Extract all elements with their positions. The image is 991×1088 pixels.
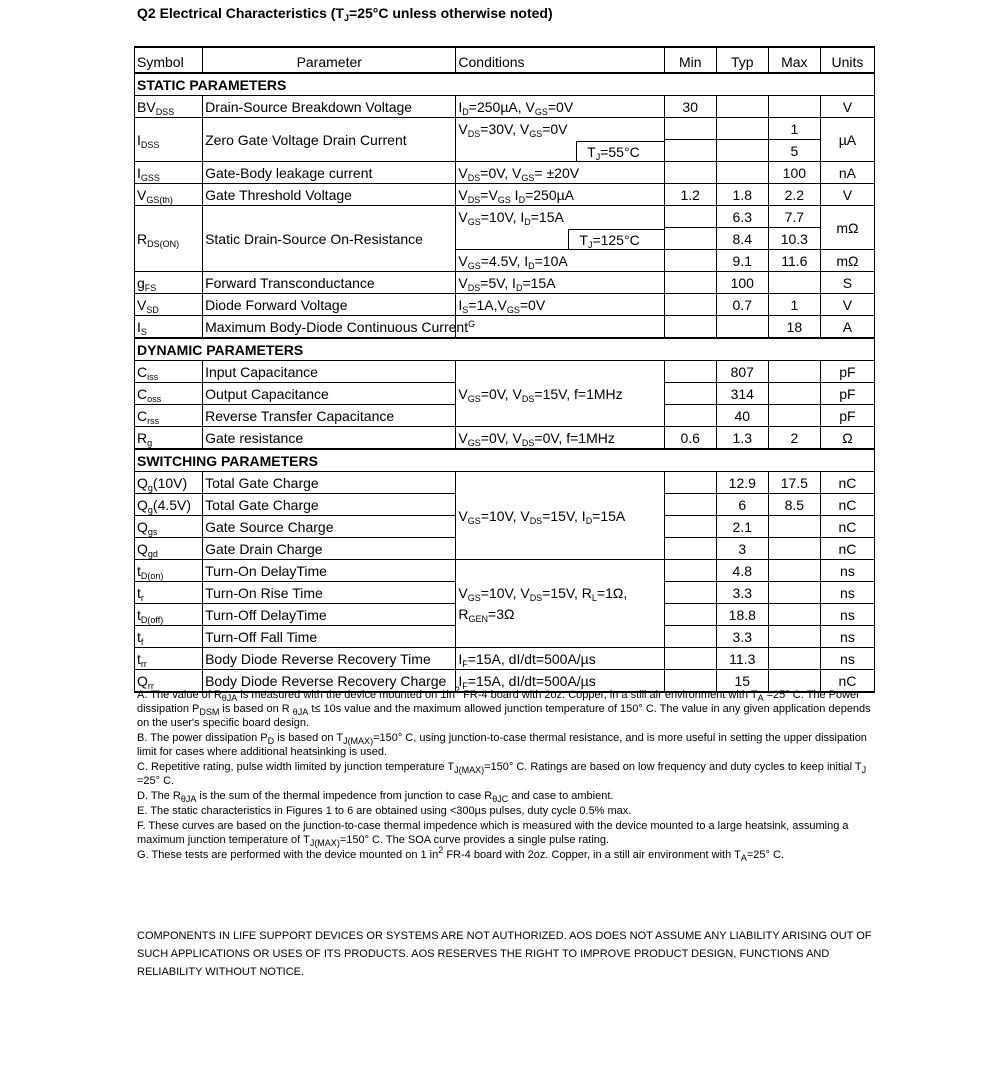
unit-cell: µA (820, 118, 874, 162)
typ-cell: 40 (716, 405, 768, 427)
parameter-cell: Gate resistance (203, 427, 456, 450)
min-cell (664, 405, 716, 427)
unit-cell: nC (820, 538, 874, 560)
symbol-cell: $C_{iss}$ (135, 361, 203, 383)
parameter-cell: Reverse Transfer Capacitance (203, 405, 456, 427)
max-cell: 2 (768, 427, 820, 450)
max-cell (768, 648, 820, 670)
max-cell: 8.5 (768, 494, 820, 516)
min-cell (664, 140, 716, 162)
conditions-cell: $V_{GS}=4.5V$, $I_D=10A$ (456, 250, 664, 272)
parameter-cell: Drain-Source Breakdown Voltage (203, 96, 456, 118)
symbol-cell: $Q_{gs}$ (135, 516, 203, 538)
unit-cell: pF (820, 383, 874, 405)
unit-cell: ns (820, 582, 874, 604)
symbol-cell: $C_{rss}$ (135, 405, 203, 427)
parameter-cell: Turn-On DelayTime (203, 560, 456, 582)
page-title: Q2 Electrical Characteristics ($T_J=25^\circ C$ unless otherwise noted) (137, 5, 553, 23)
section-title-static: STATIC PARAMETERS (135, 73, 875, 96)
max-cell (768, 383, 820, 405)
symbol-cell: $t_{rr}$ (135, 648, 203, 670)
table-row (135, 294, 875, 316)
parameter-cell: Body Diode Reverse Recovery Time (203, 648, 456, 670)
unit-cell: nA (820, 162, 874, 184)
min-cell (664, 538, 716, 560)
symbol-cell: $I_S$ (135, 316, 203, 339)
parameter-cell: Output Capacitance (203, 383, 456, 405)
unit-cell: nC (820, 494, 874, 516)
typ-cell: 100 (716, 272, 768, 294)
typ-cell: 4.8 (716, 560, 768, 582)
max-cell: 5 (768, 140, 820, 162)
symbol-cell: $Q_g(4.5V)$ (135, 494, 203, 516)
disclaimer: COMPONENTS IN LIFE SUPPORT DEVICES OR SYSTEMS ARE NOT AUTHORIZED. AOS DOES NOT ASSUME ANY LIABILITY ARISING OUT OF SUCH APPLICATIONS OR USES OF ITS PRODUCTS. AOS RESERVES THE RIGHT TO IMPROVE PRODUCT DESIGN, FUNCTIONS AND RELIABILITY WITHOUT NOTICE. (137, 930, 872, 978)
footnote-d: D. The $R_{\theta JA}$ is the sum of the thermal impedence from junction to case $R_{\theta JC}$ and case to ambient. (137, 790, 614, 804)
min-cell (664, 250, 716, 272)
max-cell: 1 (768, 118, 820, 140)
symbol-cell: $C_{oss}$ (135, 383, 203, 405)
table-row (135, 206, 875, 228)
unit-cell: V (820, 184, 874, 206)
parameter-cell: Turn-Off Fall Time (203, 626, 456, 648)
max-cell: 7.7 (768, 206, 820, 228)
table-row (135, 427, 875, 450)
max-cell (768, 538, 820, 560)
footnote-b: B. The power dissipation $P_D$ is based on $T_{J(MAX)}=150^\circ$ C, using junction-to-case thermal resistance, and is more useful in setting the upper dissipation limit for cases where additional heatsinking is used. (137, 732, 867, 758)
conditions-cell: $I_D=250\mu A$, $V_{GS}=0V$ (456, 96, 664, 118)
section-row (135, 338, 875, 361)
header-symbol: Symbol (135, 47, 203, 73)
conditions-cell: $V_{DS}=0V$, $V_{GS}= \pm 20V$ (456, 162, 664, 184)
table-row (135, 184, 875, 206)
header-parameter: Parameter (203, 47, 456, 73)
min-cell (664, 162, 716, 184)
table-row (135, 118, 875, 140)
symbol-cell: $g_{FS}$ (135, 272, 203, 294)
conditions-cell: $V_{GS}=10V$, $V_{DS}=15V$, $R_L=1\Omega$, $R_{GEN}=3\Omega$ (456, 560, 664, 648)
section-title-switching: SWITCHING PARAMETERS (135, 449, 875, 472)
footnote-a: A. The value of $R_{\theta JA}$ is measured with the device mounted on $1in^2$ FR-4 board with 2oz. Copper, in a still air environment with $T_A =25^\circ$ C. The Power dissipation $P_{DSM}$ is based on R $_{\theta JA}$ t≤ 10s value and the maximum allowed junction temperature of 150° C. The value in any given application depends on the user's specific board design. (137, 685, 871, 729)
conditions-cell: $V_{DS}=30V$, $V_{GS}=0V$ (456, 118, 664, 140)
typ-cell (716, 96, 768, 118)
parameter-cell: Turn-Off DelayTime (203, 604, 456, 626)
conditions-cell: $V_{GS}=0V$, $V_{DS}=15V$, f=1MHz (456, 361, 664, 427)
typ-cell: 11.3 (716, 648, 768, 670)
typ-cell (716, 140, 768, 162)
min-cell (664, 383, 716, 405)
max-cell: 11.6 (768, 250, 820, 272)
typ-cell: 314 (716, 383, 768, 405)
symbol-cell: $V_{GS(th)}$ (135, 184, 203, 206)
symbol-cell: $BV_{DSS}$ (135, 96, 203, 118)
max-cell: 2.2 (768, 184, 820, 206)
parameter-cell: Input Capacitance (203, 361, 456, 383)
header-min: Min (664, 47, 716, 73)
symbol-cell: $t_r$ (135, 582, 203, 604)
unit-cell: mΩ (820, 206, 874, 250)
unit-cell: V (820, 96, 874, 118)
unit-cell: Ω (820, 427, 874, 450)
table-row (135, 316, 875, 339)
parameter-cell: Static Drain-Source On-Resistance (203, 206, 456, 272)
header-max: Max (768, 47, 820, 73)
conditions-cell: $V_{GS}=10V$, $V_{DS}=15V$, $I_D=15A$ (456, 472, 664, 560)
conditions-cell: $I_F=15A$, dI/dt=500A/µs (456, 648, 664, 670)
symbol-cell: $R_g$ (135, 427, 203, 450)
conditions-subcell (456, 228, 664, 250)
section-row (135, 449, 875, 472)
unit-cell: mΩ (820, 250, 874, 272)
symbol-cell: $Q_{gd}$ (135, 538, 203, 560)
unit-cell: ns (820, 604, 874, 626)
min-cell (664, 516, 716, 538)
min-cell (664, 582, 716, 604)
section-title-dynamic: DYNAMIC PARAMETERS (135, 338, 875, 361)
typ-cell (716, 118, 768, 140)
typ-cell: 1.3 (716, 427, 768, 450)
parameter-cell: Turn-On Rise Time (203, 582, 456, 604)
typ-cell (716, 162, 768, 184)
table-header-row (135, 47, 875, 73)
typ-cell: 807 (716, 361, 768, 383)
table-row (135, 560, 875, 582)
parameter-cell: Gate Drain Charge (203, 538, 456, 560)
max-cell (768, 582, 820, 604)
typ-cell: 18.8 (716, 604, 768, 626)
table-row (135, 96, 875, 118)
max-cell: 1 (768, 294, 820, 316)
symbol-cell: $V_{SD}$ (135, 294, 203, 316)
parameter-cell: Maximum Body-Diode Continuous Current$^G$ (203, 316, 456, 339)
unit-cell: S (820, 272, 874, 294)
max-cell: 10.3 (768, 228, 820, 250)
footnotes (137, 685, 882, 863)
typ-cell: 15 (716, 670, 768, 693)
typ-cell: 8.4 (716, 228, 768, 250)
unit-cell: ns (820, 560, 874, 582)
symbol-cell: $Q_g(10V)$ (135, 472, 203, 494)
typ-cell: 6 (716, 494, 768, 516)
max-cell (768, 272, 820, 294)
conditions-cell (456, 316, 664, 339)
max-cell (768, 96, 820, 118)
table-row (135, 361, 875, 383)
max-cell (768, 604, 820, 626)
symbol-cell: $Q_{rr}$ (135, 670, 203, 693)
table-row (135, 648, 875, 670)
electrical-characteristics-table (134, 46, 875, 693)
min-cell (664, 206, 716, 228)
min-cell (664, 626, 716, 648)
typ-cell: 1.8 (716, 184, 768, 206)
min-cell (664, 560, 716, 582)
header-units: Units (820, 47, 874, 73)
parameter-cell: Forward Transconductance (203, 272, 456, 294)
typ-cell: 12.9 (716, 472, 768, 494)
symbol-cell: $I_{GSS}$ (135, 162, 203, 184)
parameter-cell: Total Gate Charge (203, 472, 456, 494)
max-cell (768, 516, 820, 538)
parameter-cell: Gate Threshold Voltage (203, 184, 456, 206)
min-cell (664, 648, 716, 670)
conditions-cell: $V_{DS}=V_{GS}$ $I_D=250\mu A$ (456, 184, 664, 206)
parameter-cell: Gate-Body leakage current (203, 162, 456, 184)
typ-cell: 3.3 (716, 626, 768, 648)
unit-cell: V (820, 294, 874, 316)
typ-cell: 9.1 (716, 250, 768, 272)
typ-cell: 0.7 (716, 294, 768, 316)
conditions-cell: $I_F=15A$, dI/dt=500A/µs (456, 670, 664, 693)
max-cell: 100 (768, 162, 820, 184)
min-cell (664, 604, 716, 626)
unit-cell: pF (820, 405, 874, 427)
conditions-cell: $V_{GS}=10V$, $I_D=15A$ (456, 206, 664, 228)
parameter-cell: Total Gate Charge (203, 494, 456, 516)
typ-cell (716, 316, 768, 339)
parameter-cell: Zero Gate Voltage Drain Current (203, 118, 456, 162)
unit-cell: ns (820, 648, 874, 670)
symbol-cell: $I_{DSS}$ (135, 118, 203, 162)
min-cell (664, 294, 716, 316)
max-cell (768, 560, 820, 582)
typ-cell: 2.1 (716, 516, 768, 538)
parameter-cell: Diode Forward Voltage (203, 294, 456, 316)
footnote-e: E. The static characteristics in Figures 1 to 6 are obtained using <300µs pulses, duty cycle 0.5% max. (137, 805, 632, 817)
unit-cell: nC (820, 670, 874, 693)
max-cell (768, 626, 820, 648)
min-cell (664, 118, 716, 140)
section-row (135, 73, 875, 96)
symbol-cell: $t_f$ (135, 626, 203, 648)
footnote-g: G. These tests are performed with the device mounted on 1 $in^2$ FR-4 board with 2oz. Copper, in a still air environment with $T_A=25^\circ$ C. (137, 845, 784, 863)
symbol-cell: $t_{D(on)}$ (135, 560, 203, 582)
unit-cell: A (820, 316, 874, 339)
unit-cell: ns (820, 626, 874, 648)
min-cell (664, 316, 716, 339)
footnote-f: F. These curves are based on the junction-to-case thermal impedence which is measured with the device mounted to a large heatsink, assuming a maximum junction temperature of $T_{J(MAX)}=150^\circ$ C. The SOA curve provides a single pulse rating. (137, 820, 849, 848)
min-cell (664, 494, 716, 516)
unit-cell: nC (820, 516, 874, 538)
typ-cell: 3.3 (716, 582, 768, 604)
tj-condition-box: $T_J=55^\circ C$ (576, 141, 664, 162)
conditions-subcell (456, 140, 664, 162)
min-cell: 30 (664, 96, 716, 118)
parameter-cell: Gate Source Charge (203, 516, 456, 538)
max-cell (768, 405, 820, 427)
typ-cell: 6.3 (716, 206, 768, 228)
header-typ: Typ (716, 47, 768, 73)
parameter-cell: Body Diode Reverse Recovery Charge (203, 670, 456, 693)
min-cell: 0.6 (664, 427, 716, 450)
conditions-cell: $V_{DS}=5V$, $I_D=15A$ (456, 272, 664, 294)
min-cell (664, 472, 716, 494)
min-cell (664, 272, 716, 294)
header-conditions: Conditions (456, 47, 664, 73)
max-cell: 18 (768, 316, 820, 339)
typ-cell: 3 (716, 538, 768, 560)
max-cell: 17.5 (768, 472, 820, 494)
symbol-cell: $t_{D(off)}$ (135, 604, 203, 626)
min-cell: 1.2 (664, 184, 716, 206)
max-cell (768, 361, 820, 383)
unit-cell: pF (820, 361, 874, 383)
min-cell (664, 228, 716, 250)
conditions-cell: $V_{GS}=0V$, $V_{DS}=0V$, f=1MHz (456, 427, 664, 450)
symbol-cell: $R_{DS(ON)}$ (135, 206, 203, 272)
table-row (135, 272, 875, 294)
conditions-cell: $I_S=1A,V_{GS}=0V$ (456, 294, 664, 316)
tj-condition-box: $T_J=125^\circ C$ (568, 229, 663, 250)
table-row (135, 472, 875, 494)
min-cell (664, 361, 716, 383)
footnote-c: C. Repetitive rating, pulse width limited by junction temperature $T_{J(MAX)}=150^\circ$ C. Ratings are based on low frequency and duty cycles to keep initial $T_J =25^\circ$ C. (137, 761, 867, 787)
unit-cell: nC (820, 472, 874, 494)
table-row (135, 162, 875, 184)
